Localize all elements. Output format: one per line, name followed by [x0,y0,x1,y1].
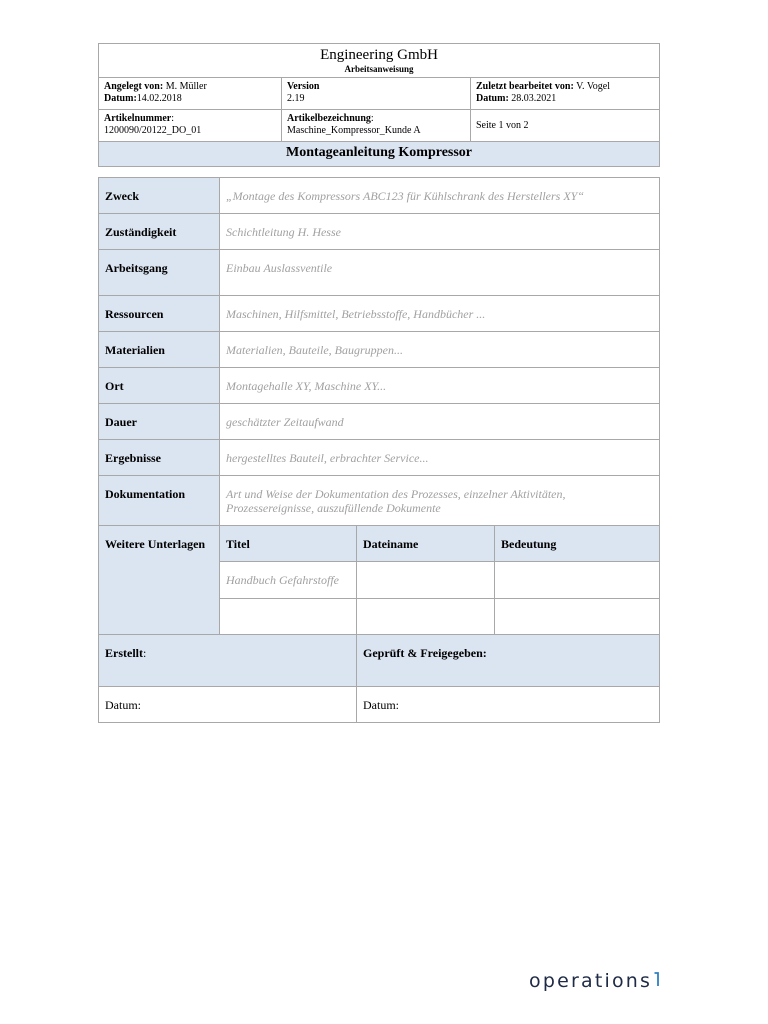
document-header [98,43,660,167]
edited-by-label: Zuletzt bearbeitet von [476,81,571,92]
document-type: Arbeitsanweisung [344,64,414,74]
edited-date-label: Datum [476,93,506,104]
operations-logo: operations [529,970,653,992]
article-number-value: 1200090/20122_DO_01 [104,125,202,136]
row-label: Ergebnisse [99,440,220,476]
row-value: Materialien, Bauteile, Baugruppen... [220,332,660,368]
row-value: „Montage des Kompressors ABC123 für Kühlschrank des Herstellers XY“ [220,178,660,214]
created-by-label: Angelegt von [104,81,160,92]
article-number-label: Artikelnummer [104,113,172,124]
weitere-cell [357,562,495,599]
column-header-bedeutung: Bedeutung [495,526,660,562]
edited-date-value: 28.03.2021 [511,93,557,104]
approved-signature-cell: Geprüft & Freigegeben: [357,635,660,687]
created-date-label: Datum [104,93,134,104]
edited-by-value: V. Vogel [576,81,611,92]
row-dauer [99,404,660,440]
company-cell [99,44,660,78]
row-value: Einbau Auslassventile [220,250,660,296]
article-name-cell: Artikelbezeichnung: Maschine_Kompressor_Kunde A [282,110,471,142]
weitere-header-row [99,526,660,562]
created-info-cell: Angelegt von: M. Müller Datum:14.02.2018 [99,78,282,110]
column-header-dateiname: Dateiname [357,526,495,562]
row-arbeitsgang [99,250,660,296]
row-dokumentation [99,476,660,526]
row-label: Ort [99,368,220,404]
version-label: Version [287,81,320,92]
weitere-cell [495,562,660,599]
row-label: Dokumentation [99,476,220,526]
row-label: Zuständigkeit [99,214,220,250]
row-label: Materialien [99,332,220,368]
company-name: Engineering GmbH [320,47,438,63]
created-date-value: 14.02.2018 [136,93,182,104]
column-header-titel: Titel [220,526,357,562]
article-name-label: Artikelbezeichnung [287,113,371,124]
weitere-cell [220,599,357,635]
row-value: Schichtleitung H. Hesse [220,214,660,250]
row-value: hergestelltes Bauteil, erbrachter Service... [220,440,660,476]
weitere-label: Weitere Unterlagen [99,526,220,635]
created-label: Erstellt [105,646,143,660]
row-label: Dauer [99,404,220,440]
document-title: Montageanleitung Kompressor [99,142,660,167]
weitere-cell [495,599,660,635]
row-materialien [99,332,660,368]
row-value: geschätzter Zeitaufwand [220,404,660,440]
row-label: Ressourcen [99,296,220,332]
row-value: Art und Weise der Dokumentation des Prozesses, einzelner Aktivitäten, Prozessereignisse, auszufüllende Dokumente [220,476,660,526]
row-ort [99,368,660,404]
weitere-cell [357,599,495,635]
created-by-value: M. Müller [165,81,207,92]
row-value: Maschinen, Hilfsmittel, Betriebsstoffe, Handbücher ... [220,296,660,332]
article-number-cell: Artikelnummer: 1200090/20122_DO_01 [99,110,282,142]
created-signature-cell: Erstellt: [99,635,357,687]
logo-accent-icon [654,972,659,987]
instruction-table [98,177,660,723]
weitere-cell: Handbuch Gefahrstoffe [220,562,357,599]
row-label: Zweck [99,178,220,214]
created-date-field[interactable]: Datum: [99,687,357,723]
row-zweck [99,178,660,214]
approved-date-field[interactable]: Datum: [357,687,660,723]
edited-info-cell: Zuletzt bearbeitet von: V. Vogel Datum: 28.03.2021 [471,78,660,110]
signoff-date-row [99,687,660,723]
row-label: Arbeitsgang [99,250,220,296]
version-cell [282,78,471,110]
row-ressourcen [99,296,660,332]
article-name-value: Maschine_Kompressor_Kunde A [287,125,421,136]
row-value: Montagehalle XY, Maschine XY... [220,368,660,404]
row-zustaendigkeit [99,214,660,250]
signoff-row [99,635,660,687]
row-ergebnisse [99,440,660,476]
page-indicator: Seite 1 von 2 [471,110,660,142]
version-value: 2.19 [287,93,305,104]
